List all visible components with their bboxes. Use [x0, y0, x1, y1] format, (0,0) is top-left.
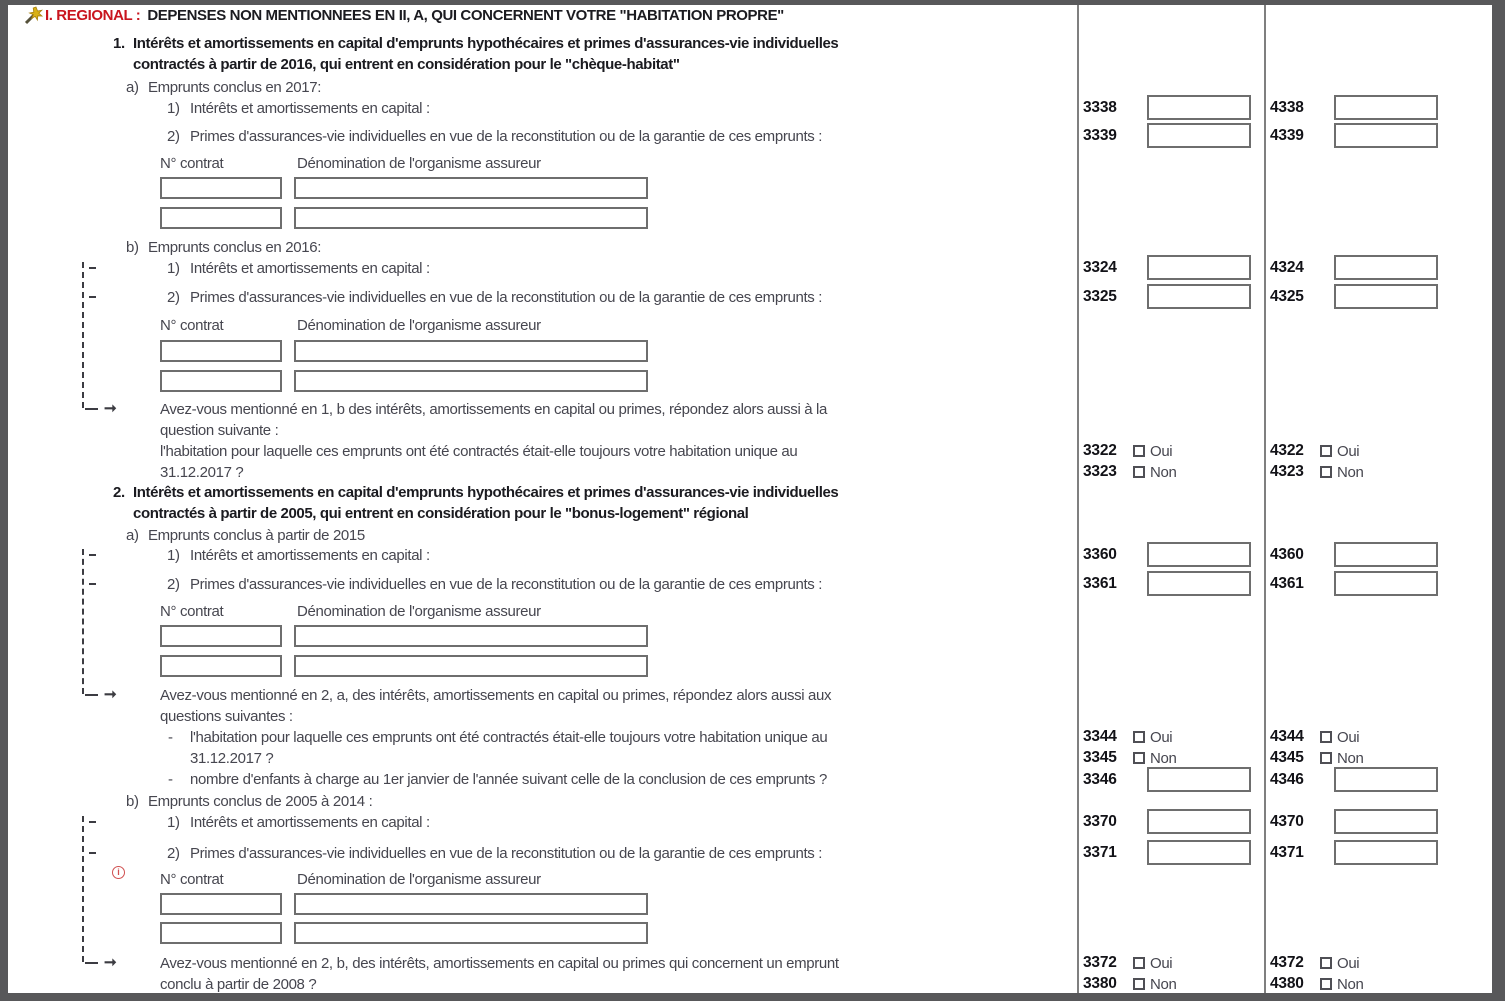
checkbox-4322-oui[interactable] [1320, 445, 1332, 457]
code-4325: 4325 [1270, 288, 1304, 305]
s2a-question-line1: Avez-vous mentionné en 2, a, des intérêts, amortissements en capital ou primes, répondez alors aussi aux [160, 687, 832, 704]
label-oui: Oui [1337, 729, 1360, 746]
amount-input-3346[interactable] [1147, 767, 1251, 792]
insurer-name-input[interactable] [294, 655, 648, 677]
s1b-question-line4: 31.12.2017 ? [160, 464, 244, 481]
amount-input-4360[interactable] [1334, 542, 1438, 567]
s1a-label: a) [126, 79, 139, 96]
amount-input-4346[interactable] [1334, 767, 1438, 792]
label-non: Non [1150, 976, 1177, 993]
insurer-name-input[interactable] [294, 625, 648, 647]
s2b-question-line2: conclu à partir de 2008 ? [160, 976, 317, 993]
code-4322: 4322 [1270, 442, 1304, 459]
margin-dash [89, 583, 96, 585]
s1b-item1-label: 1) [167, 260, 180, 277]
checkbox-4323-non[interactable] [1320, 466, 1332, 478]
s2b-item2-label: 2) [167, 845, 180, 862]
contract-number-input[interactable] [160, 893, 282, 915]
margin-arrow: ➞ [85, 958, 117, 968]
s2a-bullet1-line1: l'habitation pour laquelle ces emprunts ont été contractés était-elle toujours votre habitation unique au [190, 729, 828, 746]
label-non: Non [1150, 464, 1177, 481]
amount-input-3360[interactable] [1147, 542, 1251, 567]
amount-input-4338[interactable] [1334, 95, 1438, 120]
label-oui: Oui [1150, 729, 1173, 746]
section-header [45, 7, 784, 24]
contract-number-input[interactable] [160, 340, 282, 362]
contract-number-input[interactable] [160, 625, 282, 647]
code-3344: 3344 [1083, 728, 1117, 745]
s1b-text: Emprunts conclus en 2016: [148, 239, 322, 256]
s2a-item2-label: 2) [167, 576, 180, 593]
label-oui: Oui [1150, 443, 1173, 460]
checkbox-3380-non[interactable] [1133, 978, 1145, 990]
label-oui: Oui [1150, 955, 1173, 972]
contract-number-input[interactable] [160, 370, 282, 392]
s2a-item1-label: 1) [167, 547, 180, 564]
checkbox-4344-oui[interactable] [1320, 731, 1332, 743]
s1b-question-line1: Avez-vous mentionné en 1, b des intérêts, amortissements en capital ou primes, répondez alors aussi à la [160, 401, 828, 418]
s1a-item1-text: Intérêts et amortissements en capital : [190, 100, 430, 117]
bullet-dash: - [168, 729, 173, 746]
code-3361: 3361 [1083, 575, 1117, 592]
code-3370: 3370 [1083, 813, 1117, 830]
s1a-text: Emprunts conclus en 2017: [148, 79, 322, 96]
code-3346: 3346 [1083, 771, 1117, 788]
margin-dash [89, 554, 96, 556]
code-4380: 4380 [1270, 975, 1304, 992]
code-3345: 3345 [1083, 749, 1117, 766]
code-4360: 4360 [1270, 546, 1304, 563]
s1a-item2-text: Primes d'assurances-vie individuelles en vue de la reconstitution ou de la garantie de ces emprunts : [190, 128, 823, 145]
label-non: Non [1337, 976, 1364, 993]
margin-dash [89, 267, 96, 269]
code-4339: 4339 [1270, 127, 1304, 144]
amount-input-3370[interactable] [1147, 809, 1251, 834]
s2b-insurer-header: Dénomination de l'organisme assureur [297, 871, 541, 888]
s1-title-line2: contractés à partir de 2016, qui entrent en considération pour le "chèque-habitat" [133, 56, 680, 73]
s2-title-line2: contractés à partir de 2005, qui entrent en considération pour le "bonus-logement" régional [133, 505, 749, 522]
s1b-question-line3: l'habitation pour laquelle ces emprunts ont été contractés était-elle toujours votre habitation unique au [160, 443, 798, 460]
label-non: Non [1150, 750, 1177, 767]
s1a-contract-no-header: N° contrat [160, 155, 224, 172]
code-3338: 3338 [1083, 99, 1117, 116]
s1b-question-line2: question suivante : [160, 422, 279, 439]
label-non: Non [1337, 464, 1364, 481]
s2a-insurer-header: Dénomination de l'organisme assureur [297, 603, 541, 620]
margin-arrow: ➞ [85, 690, 117, 700]
code-3360: 3360 [1083, 546, 1117, 563]
code-4370: 4370 [1270, 813, 1304, 830]
code-3371: 3371 [1083, 844, 1117, 861]
amount-input-3325[interactable] [1147, 284, 1251, 309]
s1b-item2-text: Primes d'assurances-vie individuelles en vue de la reconstitution ou de la garantie de ces emprunts : [190, 289, 823, 306]
margin-dashed-line [82, 549, 84, 694]
wand-icon [24, 6, 43, 30]
s2a-text: Emprunts conclus à partir de 2015 [148, 527, 365, 544]
amount-input-3338[interactable] [1147, 95, 1251, 120]
s2a-contract-no-header: N° contrat [160, 603, 224, 620]
column-separator-2 [1264, 5, 1266, 993]
s1-title-line1: Intérêts et amortissements en capital d'emprunts hypothécaires et primes d'assurances-vie individuelles [133, 35, 839, 52]
margin-dash [89, 296, 96, 298]
amount-input-3361[interactable] [1147, 571, 1251, 596]
s1b-insurer-header: Dénomination de l'organisme assureur [297, 317, 541, 334]
section-header-label: I. REGIONAL : [45, 7, 141, 24]
label-oui: Oui [1337, 443, 1360, 460]
s2b-item1-text: Intérêts et amortissements en capital : [190, 814, 430, 831]
amount-input-3371[interactable] [1147, 840, 1251, 865]
insurer-name-input[interactable] [294, 177, 648, 199]
margin-dash [89, 852, 96, 854]
code-4345: 4345 [1270, 749, 1304, 766]
margin-dashed-line [82, 816, 84, 962]
s1b-label: b) [126, 239, 139, 256]
checkbox-3372-oui[interactable] [1133, 957, 1145, 969]
code-4372: 4372 [1270, 954, 1304, 971]
code-3372: 3372 [1083, 954, 1117, 971]
code-4323: 4323 [1270, 463, 1304, 480]
s2b-item2-text: Primes d'assurances-vie individuelles en vue de la reconstitution ou de la garantie de ces emprunts : [190, 845, 823, 862]
code-3322: 3322 [1083, 442, 1117, 459]
label-non: Non [1337, 750, 1364, 767]
margin-dash [89, 821, 96, 823]
amount-input-4325[interactable] [1334, 284, 1438, 309]
amount-input-4371[interactable] [1334, 840, 1438, 865]
s1a-item2-label: 2) [167, 128, 180, 145]
code-3323: 3323 [1083, 463, 1117, 480]
s1b-contract-no-header: N° contrat [160, 317, 224, 334]
bullet-dash: - [168, 771, 173, 788]
s1b-item1-text: Intérêts et amortissements en capital : [190, 260, 430, 277]
s2a-bullet2: nombre d'enfants à charge au 1er janvier de l'année suivant celle de la conclusion de ces emprunts ? [190, 771, 827, 788]
code-4346: 4346 [1270, 771, 1304, 788]
code-4344: 4344 [1270, 728, 1304, 745]
checkbox-3322-oui[interactable] [1133, 445, 1145, 457]
contract-number-input[interactable] [160, 207, 282, 229]
s2a-question-line2: questions suivantes : [160, 708, 293, 725]
checkbox-3345-non[interactable] [1133, 752, 1145, 764]
s2b-item1-label: 1) [167, 814, 180, 831]
code-4324: 4324 [1270, 259, 1304, 276]
margin-dashed-line [82, 262, 84, 408]
s2a-label: a) [126, 527, 139, 544]
code-3324: 3324 [1083, 259, 1117, 276]
s2a-item1-text: Intérêts et amortissements en capital : [190, 547, 430, 564]
label-oui: Oui [1337, 955, 1360, 972]
s2-title-line1: Intérêts et amortissements en capital d'emprunts hypothécaires et primes d'assurances-vie individuelles [133, 484, 839, 501]
amount-input-3324[interactable] [1147, 255, 1251, 280]
code-3339: 3339 [1083, 127, 1117, 144]
contract-number-input[interactable] [160, 922, 282, 944]
s2b-label: b) [126, 793, 139, 810]
contract-number-input[interactable] [160, 655, 282, 677]
code-4361: 4361 [1270, 575, 1304, 592]
s1a-insurer-header: Dénomination de l'organisme assureur [297, 155, 541, 172]
checkbox-3323-non[interactable] [1133, 466, 1145, 478]
insurer-name-input[interactable] [294, 370, 648, 392]
amount-input-3339[interactable] [1147, 123, 1251, 148]
s1-number: 1. [113, 35, 125, 52]
code-3325: 3325 [1083, 288, 1117, 305]
checkbox-4380-non[interactable] [1320, 978, 1332, 990]
amount-input-4361[interactable] [1334, 571, 1438, 596]
amount-input-4324[interactable] [1334, 255, 1438, 280]
s2-number: 2. [113, 484, 125, 501]
code-4371: 4371 [1270, 844, 1304, 861]
s1a-item1-label: 1) [167, 100, 180, 117]
insurer-name-input[interactable] [294, 340, 648, 362]
checkbox-3344-oui[interactable] [1133, 731, 1145, 743]
insurer-name-input[interactable] [294, 893, 648, 915]
s2b-text: Emprunts conclus de 2005 à 2014 : [148, 793, 373, 810]
s2a-bullet1-line2: 31.12.2017 ? [190, 750, 274, 767]
code-4338: 4338 [1270, 99, 1304, 116]
s1b-item2-label: 2) [167, 289, 180, 306]
contract-number-input[interactable] [160, 177, 282, 199]
s2b-question-line1: Avez-vous mentionné en 2, b, des intérêts, amortissements en capital ou primes qui concernent un emprunt [160, 955, 839, 972]
margin-arrow: ➞ [85, 404, 117, 414]
info-icon: i [112, 866, 125, 879]
s2a-item2-text: Primes d'assurances-vie individuelles en vue de la reconstitution ou de la garantie de ces emprunts : [190, 576, 823, 593]
column-separator-1 [1077, 5, 1079, 993]
checkbox-4372-oui[interactable] [1320, 957, 1332, 969]
amount-input-4339[interactable] [1334, 123, 1438, 148]
amount-input-4370[interactable] [1334, 809, 1438, 834]
insurer-name-input[interactable] [294, 207, 648, 229]
checkbox-4345-non[interactable] [1320, 752, 1332, 764]
s2b-contract-no-header: N° contrat [160, 871, 224, 888]
insurer-name-input[interactable] [294, 922, 648, 944]
section-header-title: DEPENSES NON MENTIONNEES EN II, A, QUI CONCERNENT VOTRE "HABITATION PROPRE" [147, 7, 784, 24]
code-3380: 3380 [1083, 975, 1117, 992]
